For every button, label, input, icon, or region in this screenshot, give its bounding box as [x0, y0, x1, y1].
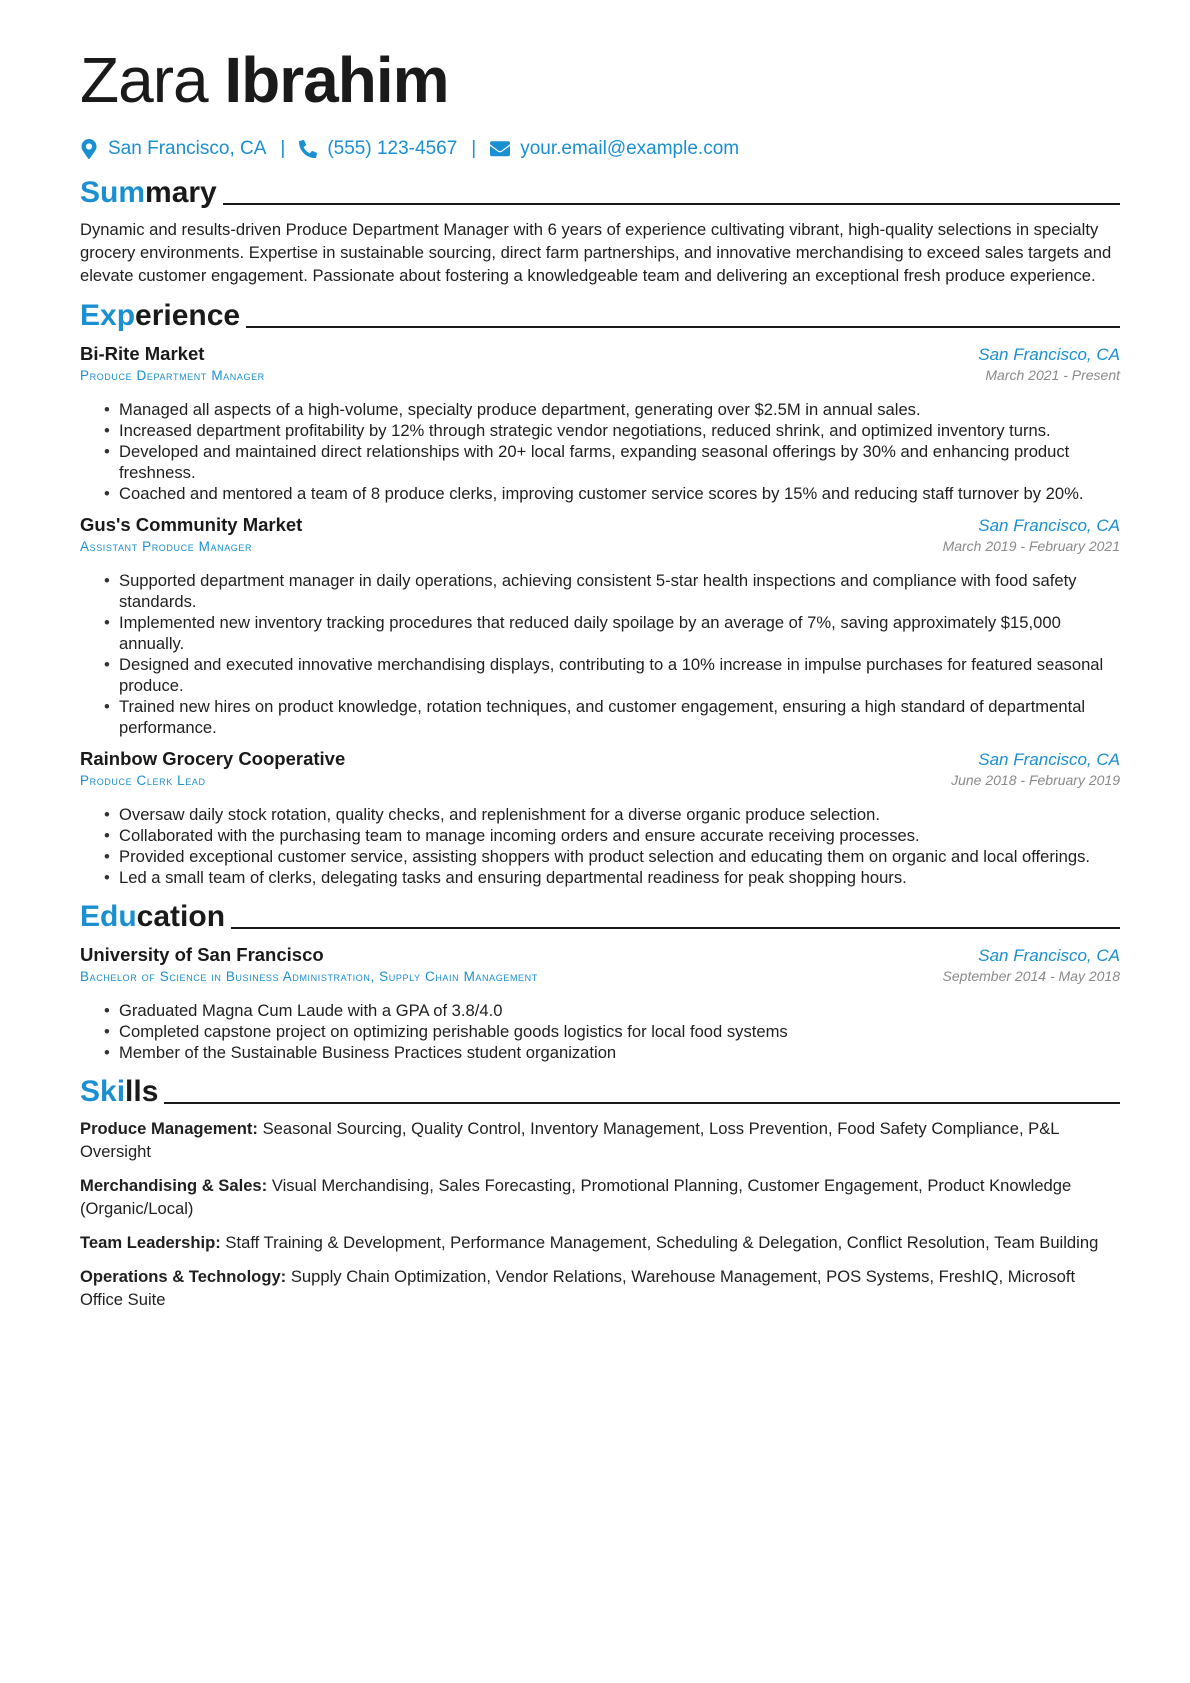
skill-category: Team Leadership:	[80, 1233, 221, 1252]
list-item: • Managed all aspects of a high-volume, specialty produce department, generating over $2.5M in annual sales.	[104, 399, 1120, 420]
map-marker-icon	[80, 139, 98, 159]
list-item: • Provided exceptional customer service, assisting shoppers with product selection and educating them on organic and local offerings.	[104, 846, 1120, 867]
bullet-list	[80, 1000, 1120, 1063]
contact-location	[80, 138, 266, 160]
last-name: Ibrahim	[224, 44, 449, 116]
skill-items: Seasonal Sourcing, Quality Control, Inventory Management, Loss Prevention, Food Safety Compliance, P&L Oversight	[80, 1119, 1059, 1161]
list-item: • Trained new hires on product knowledge, rotation techniques, and customer engagement, ensuring a high standard of departmental performance.	[104, 696, 1120, 738]
entry-location: San Francisco, CA	[978, 345, 1120, 364]
list-item: • Designed and executed innovative merchandising displays, contributing to a 10% increase in impulse purchases for featured seasonal produce.	[104, 654, 1120, 696]
skill-category: Operations & Technology:	[80, 1267, 287, 1286]
section-rule	[246, 326, 1120, 328]
list-item: • Coached and mentored a team of 8 produce clerks, improving customer service scores by 15% and reducing staff turnover by 20%.	[104, 483, 1120, 504]
contact-email[interactable]	[490, 138, 739, 160]
education-entry	[80, 944, 1120, 1063]
entry-dates: September 2014 - May 2018	[942, 968, 1120, 984]
contact-bar	[80, 134, 1120, 164]
skill-row	[80, 1231, 1120, 1254]
resume-page	[80, 40, 1120, 1322]
phone-text: (555) 123-4567	[327, 138, 458, 159]
education-heading: Education	[80, 896, 1120, 934]
email-text: your.email@example.com	[520, 138, 740, 159]
entry-location: San Francisco, CA	[978, 750, 1120, 769]
job-title: Produce Clerk Lead	[80, 773, 206, 788]
section-rule	[164, 1102, 1120, 1104]
list-item: • Member of the Sustainable Business Practices student organization	[104, 1042, 1120, 1063]
job-title: Assistant Produce Manager	[80, 539, 253, 554]
experience-entry	[80, 748, 1120, 888]
list-item: • Collaborated with the purchasing team to manage incoming orders and ensure accurate receiving processes.	[104, 825, 1120, 846]
entry-dates: March 2021 - Present	[985, 367, 1120, 383]
candidate-name	[80, 40, 1120, 120]
contact-separator: |	[471, 138, 477, 159]
envelope-icon	[490, 139, 510, 159]
section-rule	[231, 927, 1120, 929]
list-item: • Completed capstone project on optimizing perishable goods logistics for local food systems	[104, 1021, 1120, 1042]
entry-location: San Francisco, CA	[978, 516, 1120, 535]
experience-entry	[80, 343, 1120, 504]
list-item: • Implemented new inventory tracking procedures that reduced daily spoilage by an average of 7%, saving approximately $15,000 annually.	[104, 612, 1120, 654]
list-item: • Led a small team of clerks, delegating tasks and ensuring departmental readiness for peak shopping hours.	[104, 867, 1120, 888]
skill-items: Staff Training & Development, Performance Management, Scheduling & Delegation, Conflict Resolution, Team Building	[225, 1233, 1099, 1252]
entry-dates: June 2018 - February 2019	[951, 772, 1120, 788]
experience-entry	[80, 514, 1120, 738]
job-title: Produce Department Manager	[80, 368, 265, 383]
list-item: • Oversaw daily stock rotation, quality checks, and replenishment for a diverse organic produce selection.	[104, 804, 1120, 825]
section-rule	[223, 203, 1120, 205]
summary-heading: Summary	[80, 172, 1120, 210]
skill-row	[80, 1117, 1120, 1163]
degree: Bachelor of Science in Business Administration, Supply Chain Management	[80, 969, 538, 984]
entry-location: San Francisco, CA	[978, 946, 1120, 965]
skills-heading: Skills	[80, 1071, 1120, 1109]
employer: Bi-Rite Market	[80, 343, 205, 364]
skill-row	[80, 1265, 1120, 1311]
experience-heading: Experience	[80, 295, 1120, 333]
location-text: San Francisco, CA	[108, 138, 267, 159]
phone-icon	[299, 139, 317, 159]
list-item: • Developed and maintained direct relationships with 20+ local farms, expanding seasonal offerings by 30% and enhancing product freshness.	[104, 441, 1120, 483]
summary-text: Dynamic and results-driven Produce Department Manager with 6 years of experience cultivating vibrant, high-quality selections in specialty grocery environments. Expertise in sustainable sourcing, direct farm partnerships, and innovative merchandising to exceed sales targets and elevate customer engagement. Passionate about fostering a knowledgeable team and delivering an exceptional fresh produce experience.	[80, 220, 1112, 285]
list-item: • Graduated Magna Cum Laude with a GPA of 3.8/4.0	[104, 1000, 1120, 1021]
first-name: Zara	[80, 44, 208, 116]
skill-items: Visual Merchandising, Sales Forecasting, Promotional Planning, Customer Engagement, Product Knowledge (Organic/Local)	[80, 1176, 1072, 1218]
contact-separator: |	[280, 138, 286, 159]
skills-list	[80, 1117, 1120, 1311]
entry-dates: March 2019 - February 2021	[942, 538, 1120, 554]
list-item: • Supported department manager in daily operations, achieving consistent 5-star health inspections and compliance with food safety standards.	[104, 570, 1120, 612]
skill-items: Supply Chain Optimization, Vendor Relations, Warehouse Management, POS Systems, FreshIQ, Microsoft Office Suite	[80, 1267, 1076, 1309]
contact-phone[interactable]	[299, 138, 457, 160]
list-item: • Increased department profitability by 12% through strategic vendor negotiations, reduced shrink, and optimized inventory turns.	[104, 420, 1120, 441]
school: University of San Francisco	[80, 944, 324, 965]
skill-category: Produce Management:	[80, 1119, 258, 1138]
bullet-list	[80, 570, 1120, 738]
employer: Gus's Community Market	[80, 514, 303, 535]
bullet-list	[80, 399, 1120, 504]
skill-category: Merchandising & Sales:	[80, 1176, 268, 1195]
employer: Rainbow Grocery Cooperative	[80, 748, 346, 769]
bullet-list	[80, 804, 1120, 888]
skill-row	[80, 1174, 1120, 1220]
